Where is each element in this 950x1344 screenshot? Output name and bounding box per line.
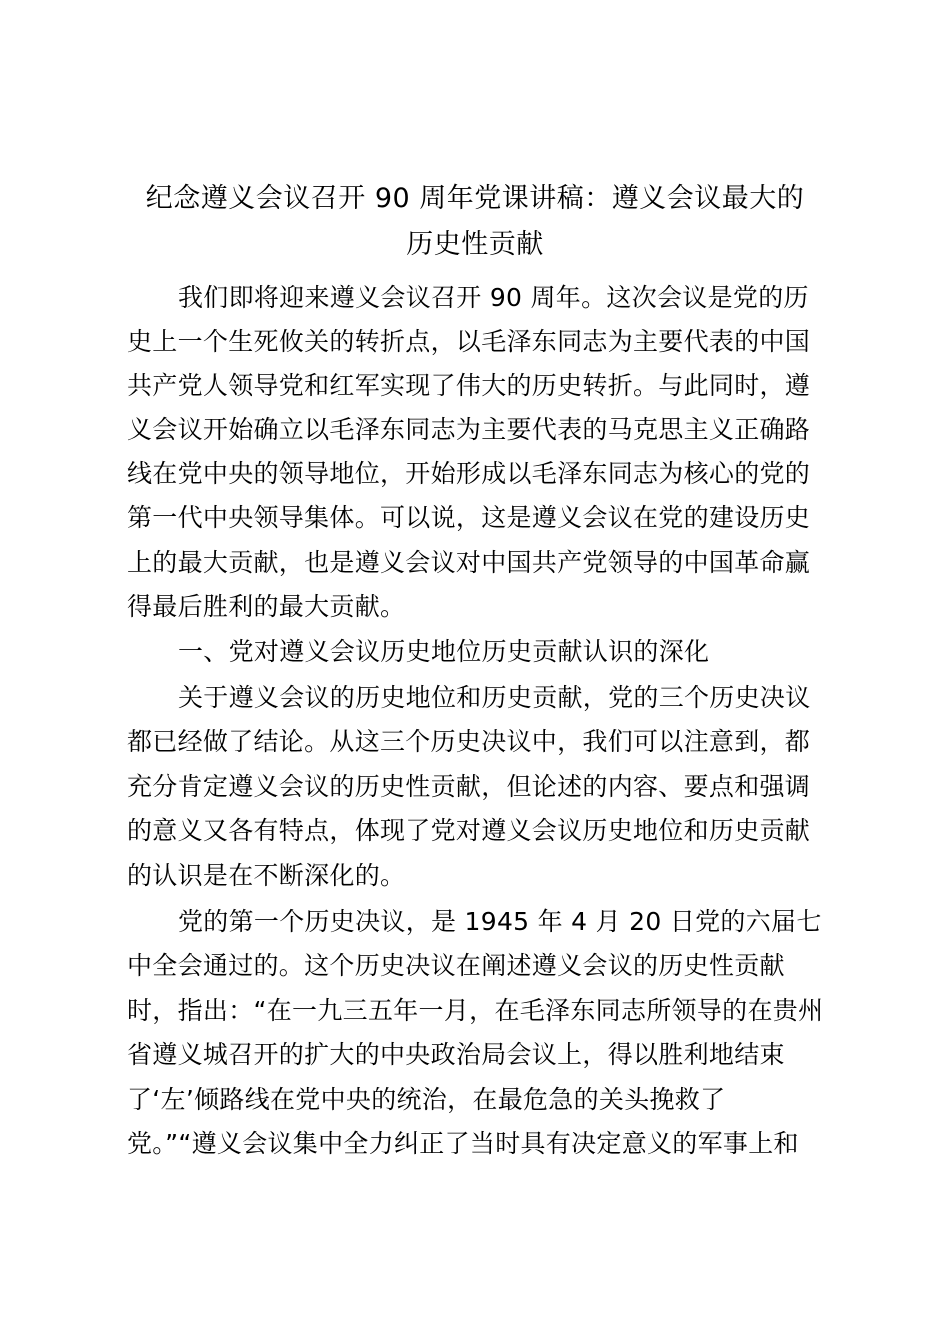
paragraph-line: 义会议开始确立以毛泽东同志为主要代表的马克思主义正确路 (127, 415, 811, 444)
document-title-line-1: 纪念遵义会议召开 90 周年党课讲稿：遵义会议最大的 (145, 183, 805, 214)
paragraph-line: 共产党人领导党和红军实现了伟大的历史转折。与此同时，遵 (127, 371, 811, 400)
paragraph-line: 的认识是在不断深化的。 (127, 861, 406, 890)
paragraph-line: 得最后胜利的最大贡献。 (127, 592, 406, 621)
paragraph-line: 中全会通过的。这个历史决议在阐述遵义会议的历史性贡献 (127, 951, 785, 980)
paragraph-line: 的意义又各有特点，体现了党对遵义会议历史地位和历史贡献 (127, 816, 811, 845)
section-heading: 一、党对遵义会议历史地位历史贡献认识的深化 (178, 637, 710, 666)
document-title-line-2: 历史性贡献 (406, 229, 544, 260)
paragraph-line: 上的最大贡献，也是遵义会议对中国共产党领导的中国革命赢 (127, 548, 811, 577)
paragraph-line: 了‘左’倾路线在党中央的统治，在最危急的关头挽救了 (127, 1085, 726, 1114)
paragraph-line: 党的第一个历史决议，是 1945 年 4 月 20 日党的六届七 (178, 907, 822, 936)
paragraph-line: 关于遵义会议的历史地位和历史贡献，党的三个历史决议 (178, 683, 811, 712)
paragraph-line: 党。”“遵义会议集中全力纠正了当时具有决定意义的军事上和 (127, 1129, 799, 1158)
paragraph-line: 时，指出：“在一九三五年一月，在毛泽东同志所领导的在贵州 (127, 996, 824, 1025)
paragraph-line: 线在党中央的领导地位，开始形成以毛泽东同志为核心的党的 (127, 459, 811, 488)
paragraph-line: 都已经做了结论。从这三个历史决议中，我们可以注意到，都 (127, 727, 811, 756)
paragraph-line: 史上一个生死攸关的转折点，以毛泽东同志为主要代表的中国 (127, 327, 811, 356)
paragraph-line: 第一代中央领导集体。可以说，这是遵义会议在党的建设历史 (127, 503, 811, 532)
paragraph-line: 省遵义城召开的扩大的中央政治局会议上，得以胜利地结束 (127, 1040, 785, 1069)
paragraph-line: 我们即将迎来遵义会议召开 90 周年。这次会议是党的历 (178, 283, 809, 312)
paragraph-line: 充分肯定遵义会议的历史性贡献，但论述的内容、要点和强调 (127, 772, 811, 801)
